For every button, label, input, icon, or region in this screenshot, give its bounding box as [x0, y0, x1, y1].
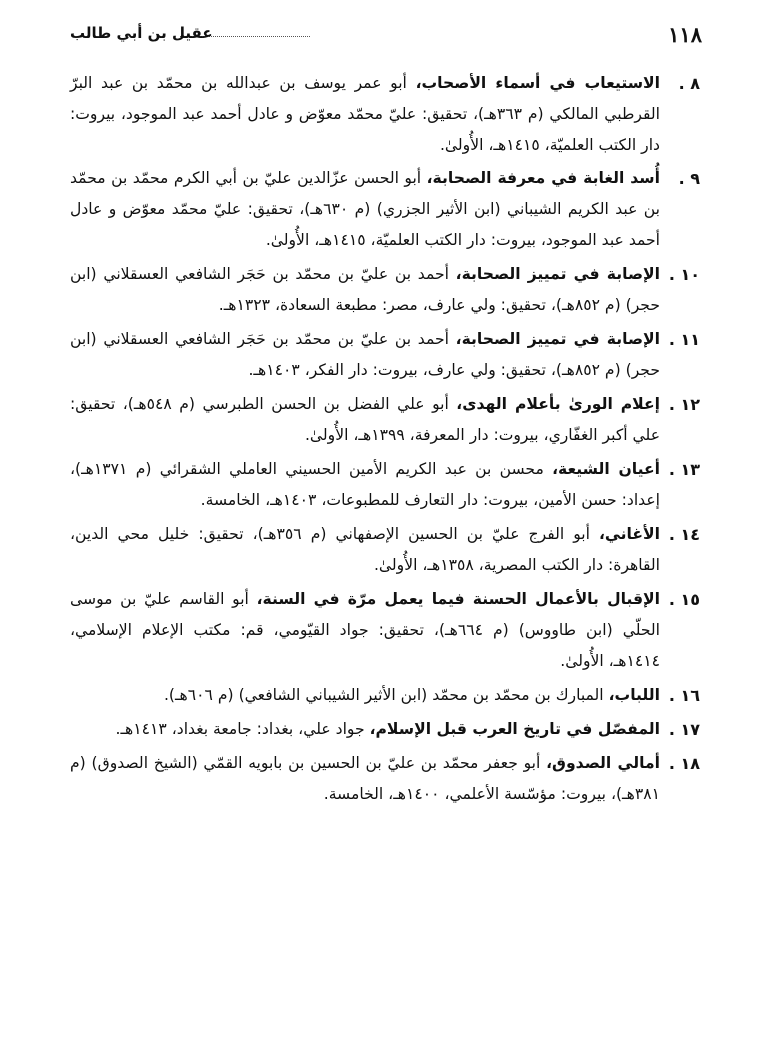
entry-text	[70, 163, 700, 256]
entry-number: ١٧ .	[668, 720, 700, 739]
entry-body: أبو عمر يوسف بن عبدالله بن محمّد بن عبد البرّ القرطبي المالكي (م ٣٦٣هـ)، تحقيق: عليّ محمّد معوّض و عادل أحمد عبد الموجود، بيروت: دار الكتب العلميّة، ١٤١٥هـ، الأُولىٰ.	[70, 74, 660, 154]
entry-text	[70, 389, 700, 451]
entry-number: ١٢ .	[668, 395, 700, 414]
bibliography-entry	[70, 68, 700, 161]
entry-text	[70, 519, 700, 581]
entry-body: أحمد بن عليّ بن محمّد بن حَجَر الشافعي العسقلاني (ابن حجر) (م ٨٥٢هـ)، تحقيق: ولي عارف، مصر: مطبعة السعادة، ١٣٢٣هـ.	[70, 265, 660, 314]
bibliography-entry	[70, 163, 700, 256]
entry-number: ١٦ .	[668, 686, 700, 705]
entry-title: أمالي الصدوق،	[546, 754, 660, 772]
entry-body: أبو الحسن عزّالدين عليّ بن أبي الكرم محمّد بن محمّد بن عبد الكريم الشيباني (ابن الأثير الجزري) (م ٦٣٠هـ)، تحقيق: عليّ محمّد معوّض و عادل أحمد عبد الموجود، بيروت: دار الكتب العلميّة، ١٤١٥هـ، الأُولىٰ.	[70, 169, 660, 249]
running-title: عقيل بن أبي طالب	[70, 24, 213, 42]
entry-body: المبارك بن محمّد بن محمّد (ابن الأثير الشيباني الشافعي) (م ٦٠٦هـ).	[163, 686, 609, 704]
entry-title: الإصابة في تمييز الصحابة،	[455, 330, 660, 348]
entry-text	[70, 68, 700, 161]
bibliography-entry	[70, 680, 700, 711]
entry-body: أبو الفرج عليّ بن الحسين الإصفهاني (م ٣٥٦هـ)، تحقيق: خليل محي الدين، القاهرة: دار الكتب المصرية، ١٣٥٨هـ، الأُولىٰ.	[70, 525, 660, 574]
entry-number: ٨ .	[678, 74, 700, 93]
bibliography-entry	[70, 324, 700, 386]
entry-title: الإقبال بالأعمال الحسنة فيما يعمل مرّة في السنة،	[256, 590, 660, 608]
entry-number: ١٣ .	[668, 460, 700, 479]
bibliography-list	[70, 68, 700, 810]
entry-number: ٩ .	[678, 169, 700, 188]
bibliography-entry	[70, 519, 700, 581]
entry-number: ١١ .	[668, 330, 700, 349]
entry-title: أعيان الشيعة،	[552, 460, 660, 478]
entry-title: اللباب،	[608, 686, 660, 704]
entry-body: جواد علي، بغداد: جامعة بغداد، ١٤١٣هـ.	[115, 720, 370, 738]
entry-text	[70, 680, 700, 711]
entry-text	[70, 748, 700, 810]
page-header	[70, 22, 702, 56]
entry-text	[70, 259, 700, 321]
entry-body: أحمد بن عليّ بن محمّد بن حَجَر الشافعي العسقلاني (ابن حجر) (م ٨٥٢هـ)، تحقيق: ولي عارف، بيروت: دار الفكر، ١٤٠٣هـ.	[70, 330, 660, 379]
bibliography-entry	[70, 259, 700, 321]
entry-text	[70, 714, 700, 745]
entry-title: المفصّل في تاريخ العرب قبل الإسلام،	[369, 720, 660, 738]
bibliography-entry	[70, 584, 700, 677]
bibliography-entry	[70, 389, 700, 451]
entry-body: محسن بن عبد الكريم الأمين الحسيني العاملي الشقرائي (م ١٣٧١هـ)، إعداد: حسن الأمين، بيروت: دار التعارف للمطبوعات، ١٤٠٣هـ، الخامسة.	[70, 460, 660, 509]
page-number: ١١٨	[668, 22, 702, 47]
bibliography-entry	[70, 454, 700, 516]
entry-number: ١٠ .	[668, 265, 700, 284]
entry-number: ١٥ .	[668, 590, 700, 609]
bibliography-entry	[70, 748, 700, 810]
entry-number: ١٤ .	[668, 525, 700, 544]
entry-number: ١٨ .	[668, 754, 700, 773]
entry-text	[70, 324, 700, 386]
entry-title: الاستيعاب في أسماء الأصحاب،	[415, 74, 660, 92]
entry-body: أبو جعفر محمّد بن عليّ بن الحسين بن بابويه القمّي (الشيخ الصدوق) (م ٣٨١هـ)، بيروت: مؤسّسة الأعلمي، ١٤٠٠هـ، الخامسة.	[70, 754, 660, 803]
entry-title: الإصابة في تمييز الصحابة،	[455, 265, 660, 283]
bibliography-entry	[70, 714, 700, 745]
entry-title: أُسد الغابة في معرفة الصحابة،	[426, 169, 660, 187]
entry-text	[70, 584, 700, 677]
entry-body: أبو القاسم عليّ بن موسى الحلّي (ابن طاووس) (م ٦٦٤هـ)، تحقيق: جواد القيّومي، قم: مكتب الإعلام الإسلامي، ١٤١٤هـ، الأُولىٰ.	[70, 590, 660, 670]
entry-text	[70, 454, 700, 516]
entry-title: إعلام الورىٰ بأعلام الهدى،	[456, 395, 661, 413]
entry-body: أبو علي الفضل بن الحسن الطبرسي (م ٥٤٨هـ)، تحقيق: علي أكبر الغفّاري، بيروت: دار المعرفة، ١٣٩٩هـ، الأُولىٰ.	[70, 395, 660, 444]
entry-title: الأغاني،	[598, 525, 660, 543]
